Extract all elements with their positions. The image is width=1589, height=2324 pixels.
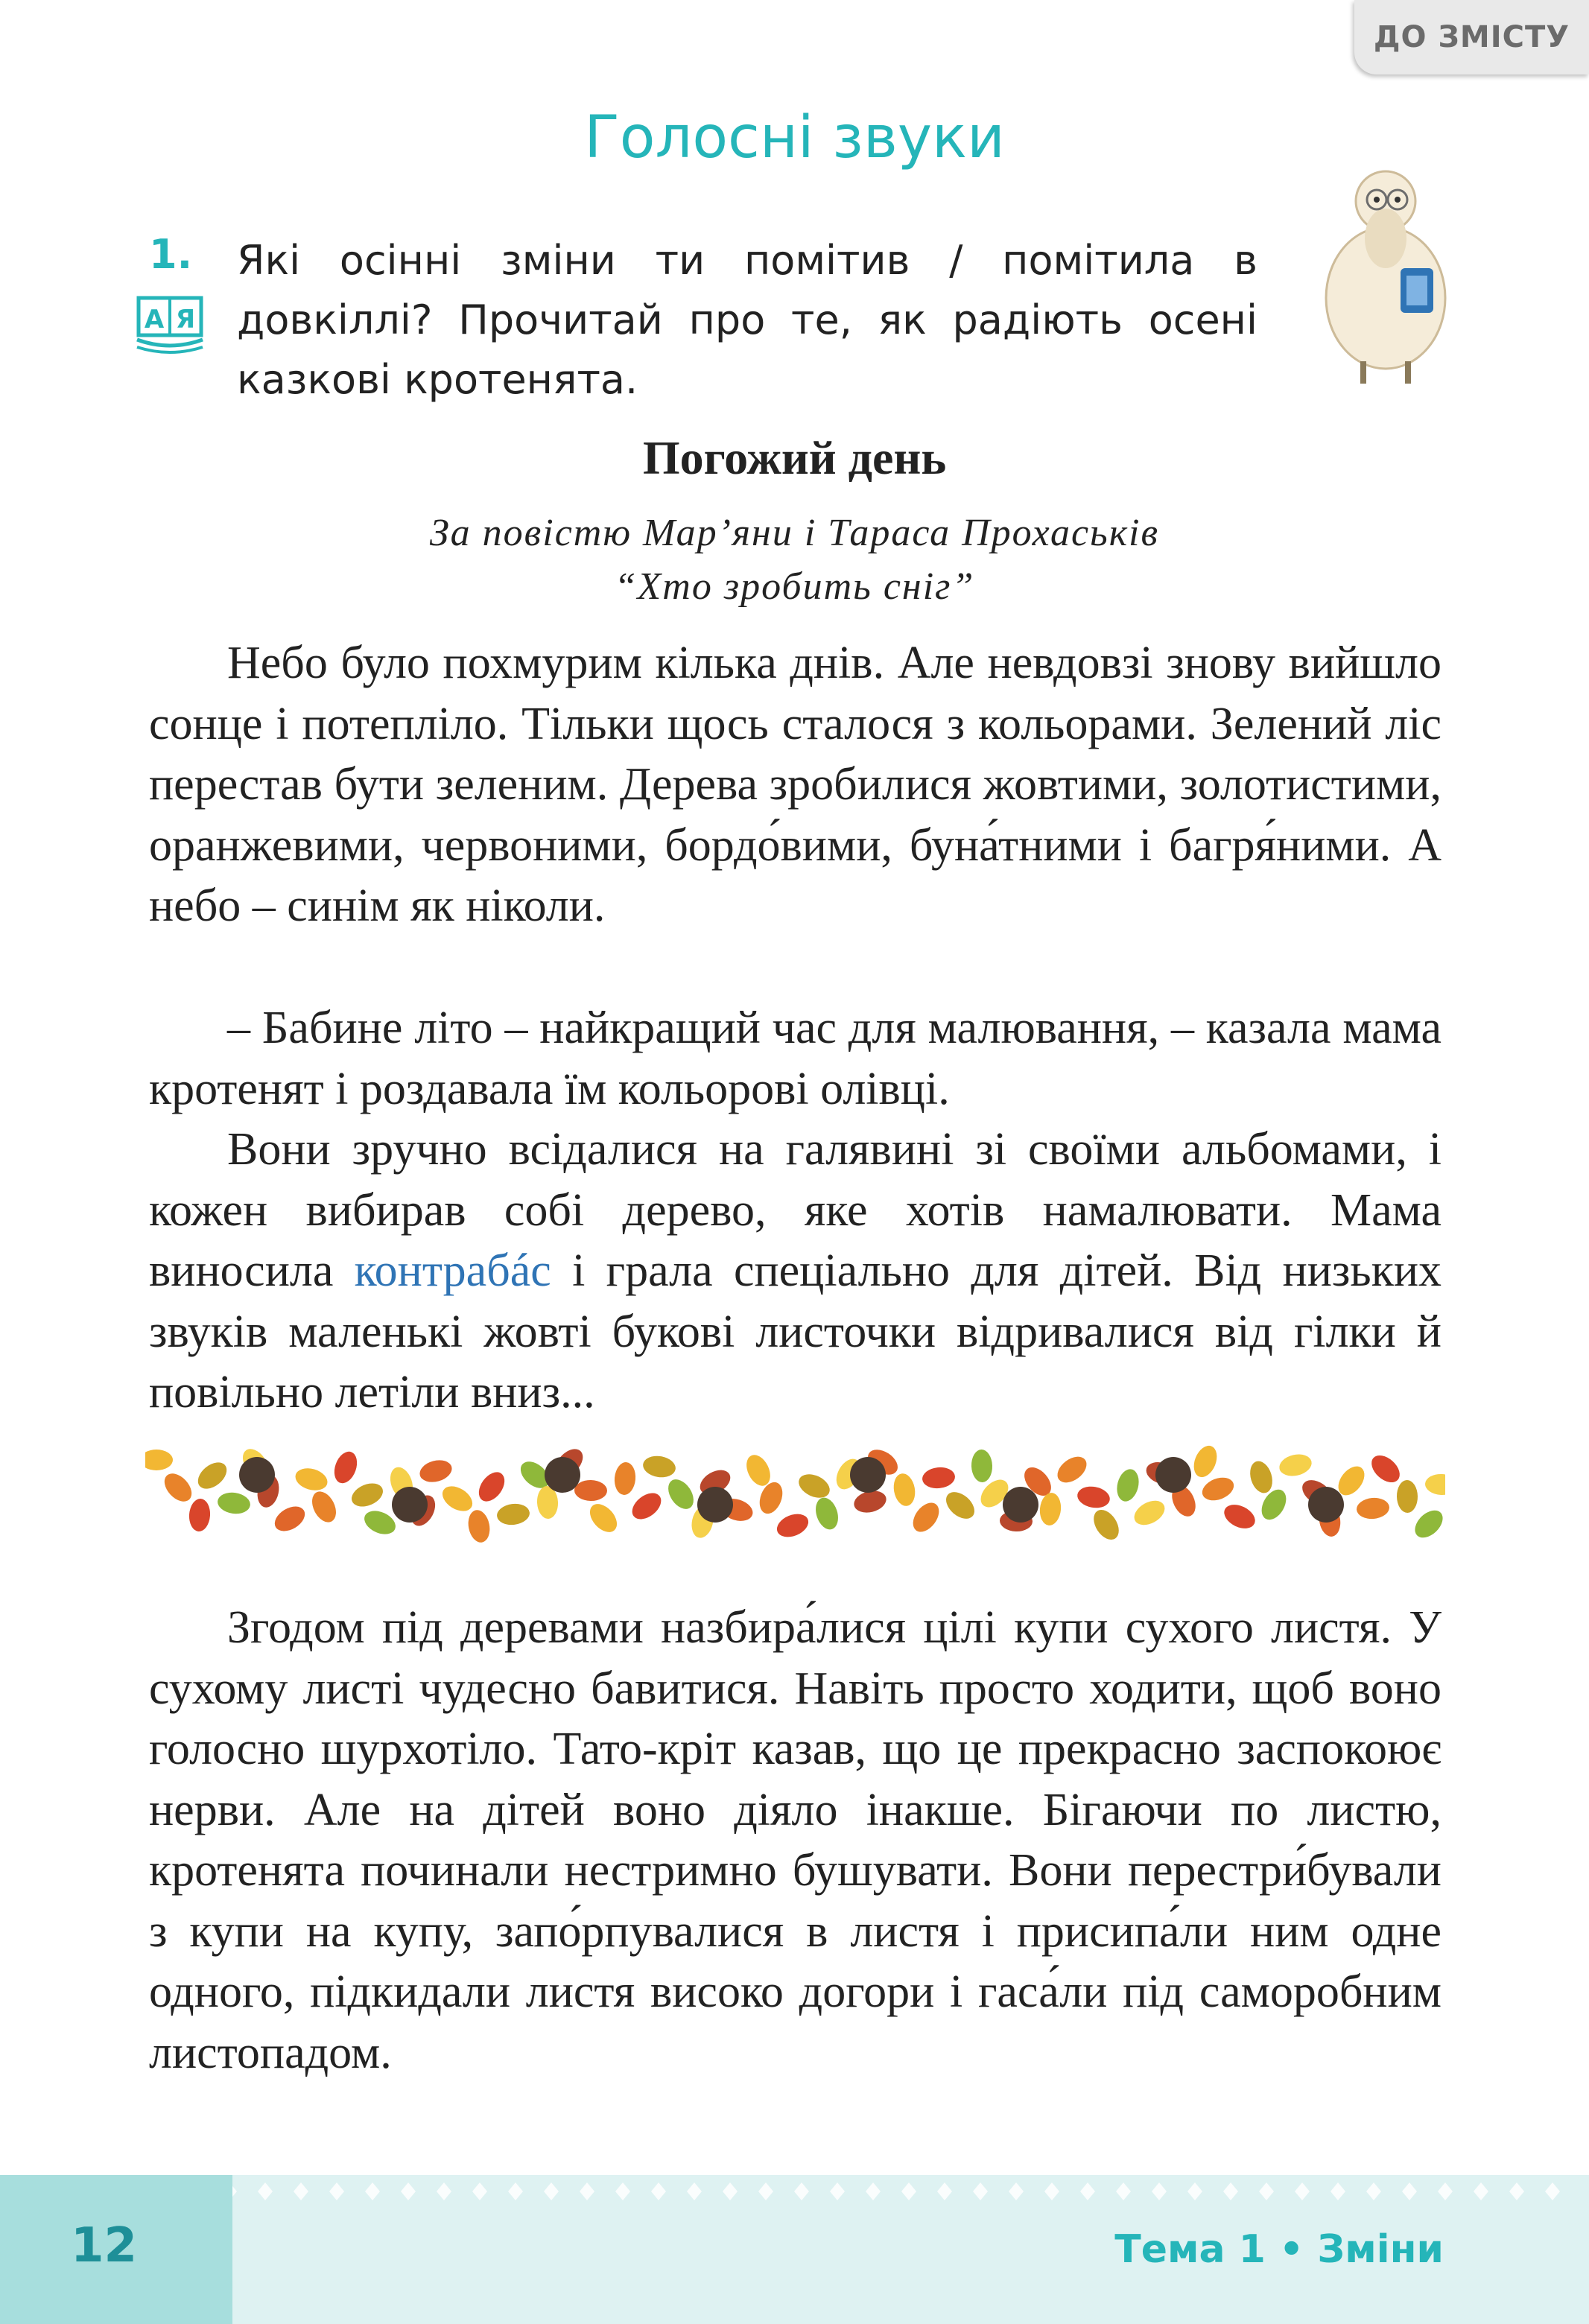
leaf-shape: [941, 1487, 980, 1524]
page-number: 12: [71, 2218, 138, 2273]
ornament-diamond: [1402, 2182, 1417, 2200]
leaf-shape: [466, 1508, 492, 1545]
mole-shape: [545, 1457, 580, 1493]
ornament-diamond: [1509, 2182, 1524, 2200]
ornament-diamond: [365, 2182, 380, 2200]
leaf-shape: [1277, 1451, 1313, 1479]
leaf-shape: [1246, 1458, 1276, 1496]
leaf-shape: [1053, 1452, 1091, 1488]
ornament-diamond: [401, 2182, 416, 2200]
ornament-diamond: [1438, 2182, 1453, 2200]
mole-shape: [239, 1457, 275, 1493]
ornament-diamond: [1080, 2182, 1095, 2200]
leaf-shape: [1038, 1492, 1062, 1527]
paragraph-text: і грала спеціально для дітей. Від низьких звуків маленькі жовті букові листочки відривалися від гілки й повільно летіли вниз...: [149, 1245, 1441, 1417]
ornament-diamond: [651, 2182, 666, 2200]
story-source-book: “Хто зробить сніг”: [614, 565, 975, 608]
ornament-diamond: [1223, 2182, 1238, 2200]
ornament-diamond: [830, 2182, 845, 2200]
ornament-diamond: [508, 2182, 523, 2200]
leaf-shape: [188, 1498, 211, 1532]
leaf-shape: [270, 1502, 309, 1537]
ornament-diamond: [687, 2182, 702, 2200]
leaf-shape: [908, 1498, 945, 1537]
ornament-diamond: [615, 2182, 630, 2200]
ornament-diamond: [258, 2182, 273, 2200]
sheep-mascot-icon: [1311, 156, 1460, 395]
mole-shape: [392, 1487, 428, 1523]
leaf-shape: [417, 1457, 454, 1485]
ornament-diamond: [1330, 2182, 1345, 2200]
ornament-diamond: [1187, 2182, 1202, 2200]
svg-text:Я: Я: [175, 305, 196, 334]
ornament-diamond: [1295, 2182, 1310, 2200]
ornament-diamond: [472, 2182, 487, 2200]
leaf-shape: [1366, 1450, 1404, 1488]
toc-button[interactable]: ДО ЗМІСТУ: [1354, 0, 1589, 74]
ornament-diamond: [1366, 2182, 1381, 2200]
footer-ornament: [0, 2175, 1589, 2212]
ornament-diamond: [1152, 2182, 1167, 2200]
ornament-diamond: [723, 2182, 738, 2200]
leaf-shape: [1356, 1496, 1390, 1520]
leaf-shape: [145, 1450, 173, 1470]
ornament-diamond: [1474, 2182, 1488, 2200]
leaf-shape: [348, 1479, 386, 1511]
ornament-diamond: [866, 2182, 881, 2200]
glossary-link-contrabass[interactable]: контрабáс: [354, 1245, 551, 1296]
story-paragraph: – Бабине літо – найкращий час для малювання, – казала мама кротенят і роздавала їм кольорові олівці.: [149, 1003, 1441, 1114]
leaf-shape: [971, 1450, 993, 1483]
leaf-shape: [1397, 1480, 1418, 1513]
story-source: [0, 507, 1589, 614]
leaf-shape: [1424, 1473, 1445, 1496]
story-paragraph: Небо було похмурим кілька днів. Але невдовзі знову вийшло сонце і потепліло. Тільки щось сталося з кольорами. Зелений ліс перестав бути зеленим. Дерева зробилися жовтими, золотистими, оранжевими, червоними, бордо́вими, буна́тними і багря́ними. А небо – синім як ніколи.: [149, 638, 1441, 931]
mole-shape: [697, 1487, 733, 1523]
ornament-diamond: [901, 2182, 916, 2200]
leaf-shape: [641, 1454, 677, 1480]
leaf-shape: [159, 1468, 197, 1506]
mole-shape: [1155, 1457, 1191, 1493]
task-number: 1.: [149, 231, 193, 278]
leaf-shape: [474, 1467, 510, 1506]
leaf-shape: [1220, 1500, 1259, 1533]
ornament-diamond: [1545, 2182, 1560, 2200]
leaf-shape: [1088, 1505, 1123, 1544]
ornament-diamond: [1116, 2182, 1131, 2200]
ornament-diamond: [544, 2182, 559, 2200]
reading-book-icon: [134, 295, 206, 355]
leaf-shape: [293, 1464, 330, 1493]
leaf-shape: [1076, 1484, 1111, 1510]
lesson-title: Голосні звуки: [584, 104, 1005, 171]
leaf-shape: [193, 1457, 232, 1493]
leaf-shape: [1199, 1473, 1237, 1505]
leaf-shape: [613, 1461, 637, 1496]
ornament-diamond: [937, 2182, 952, 2200]
ornament-diamond: [1009, 2182, 1024, 2200]
mole-shape: [850, 1457, 886, 1493]
mole-shape: [1308, 1487, 1344, 1523]
leaf-shape: [216, 1490, 251, 1516]
leaf-shape: [574, 1480, 607, 1502]
ornament-diamond: [1044, 2182, 1059, 2200]
leaf-shape: [330, 1449, 361, 1487]
svg-text:А: А: [144, 305, 165, 334]
leaf-shape: [308, 1488, 341, 1526]
leaf-shape: [922, 1466, 957, 1490]
ornament-diamond: [437, 2182, 451, 2200]
leaf-shape: [1130, 1496, 1169, 1530]
leaf-shape: [891, 1472, 917, 1508]
topic-label: Тема 1 • Зміни: [1114, 2227, 1444, 2272]
task-text: Які осінні зміни ти помітив / помітила в довкіллі? Прочитай про те, як радіють осені казкові кротенята.: [237, 237, 1257, 403]
leaf-shape: [585, 1499, 622, 1537]
story-paragraph: Згодом під деревами назбира́лися цілі купи сухого листя. У сухому листі чудесно бавитися. Навіть просто ходити, щоб воно голосно шурхотіло. Тато-кріт казав, що це прекрасно заспокоює нерви. Але на дітей воно діяло інакше. Бігаючи по листю, кротенята починали нестримно бушувати. Вони перестри́бували з купи на купу, запо́рпувалися в листя і присипа́ли ним одне одного, підкидали листя високо догори і гаса́ли під саморобним листопадом.: [149, 1602, 1441, 2078]
autumn-leaves-illustration: [145, 1423, 1445, 1564]
mole-shape: [1003, 1487, 1038, 1523]
ornament-diamond: [758, 2182, 773, 2200]
story-paragraph: [149, 1120, 1441, 1423]
story-source-author: За повістю Мар’яни і Тараса Прохаськів: [429, 512, 1160, 554]
leaf-shape: [495, 1502, 530, 1526]
leaf-shape: [663, 1475, 699, 1514]
ornament-diamond: [794, 2182, 809, 2200]
ornament-diamond: [329, 2182, 344, 2200]
leaf-shape: [795, 1470, 834, 1502]
leaf-shape: [438, 1481, 477, 1516]
leaf-shape: [1190, 1442, 1221, 1480]
ornament-diamond: [973, 2182, 988, 2200]
leaf-shape: [627, 1488, 666, 1524]
leaf-shape: [773, 1510, 811, 1541]
ornament-diamond: [294, 2182, 308, 2200]
ornament-diamond: [1259, 2182, 1274, 2200]
leaf-shape: [1409, 1505, 1445, 1543]
leaf-shape: [1114, 1467, 1142, 1503]
paragraph-text: Вони зручно всідалися на галявині зі своїми альбомами, і кожен вибирав собі дерево, яке хотів намалювати. Мама виносила: [149, 1124, 1441, 1296]
ornament-diamond: [580, 2182, 594, 2200]
story-title: Погожий день: [642, 431, 947, 484]
leaf-shape: [812, 1495, 842, 1532]
